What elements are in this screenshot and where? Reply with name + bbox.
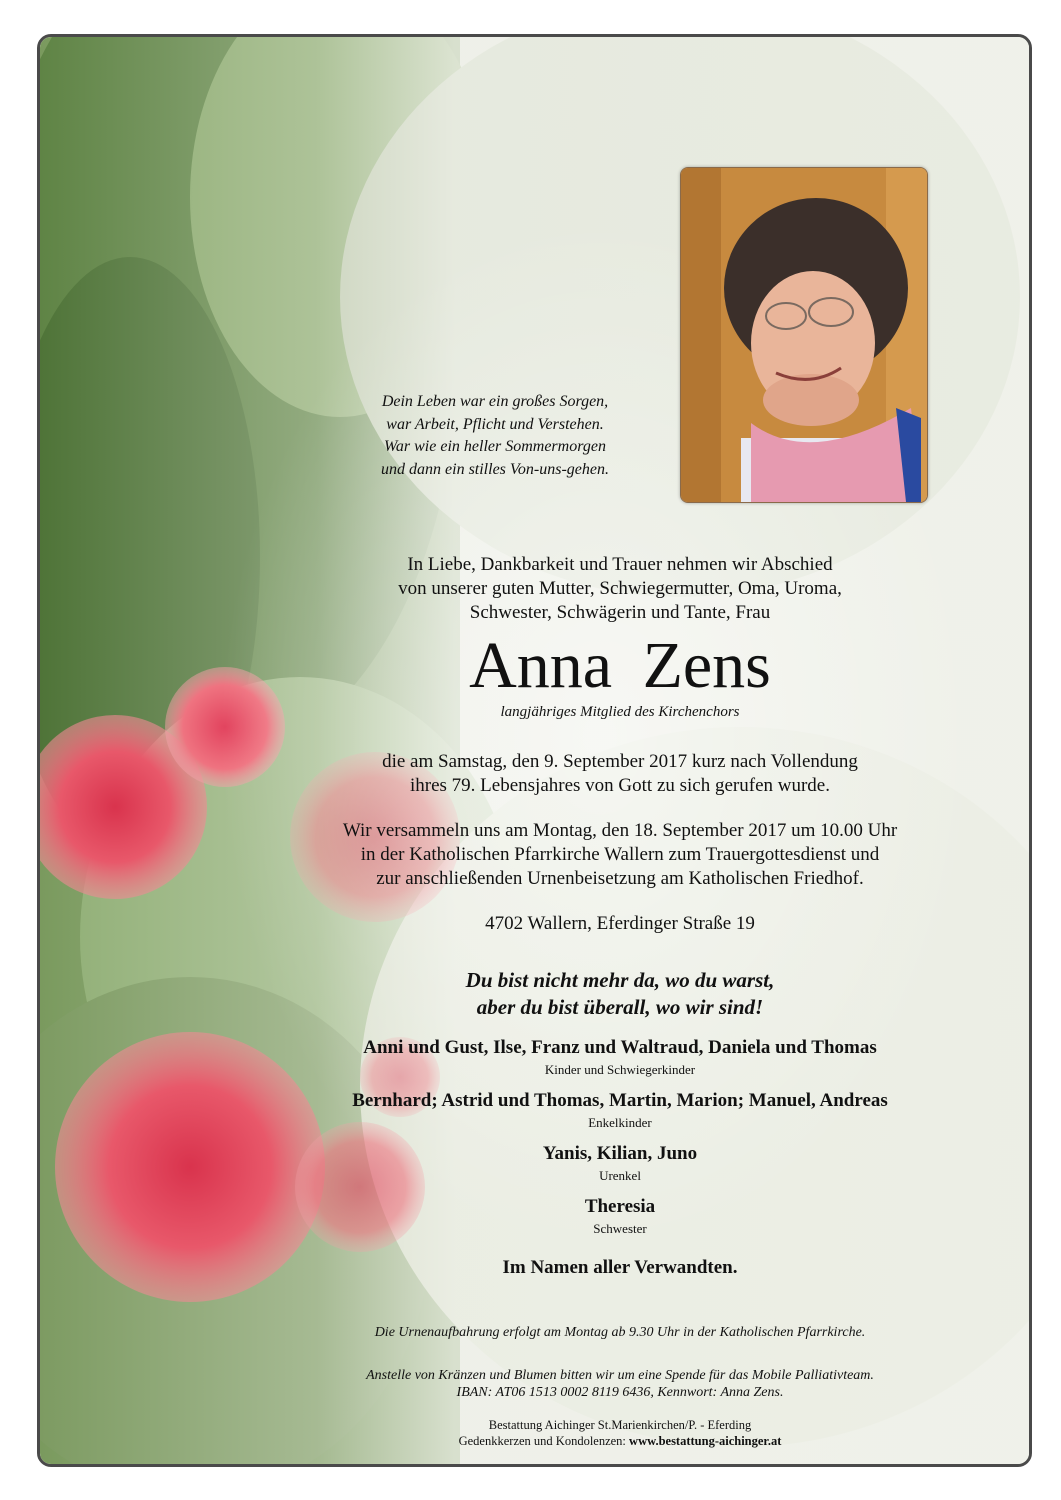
funeral-line: Wir versammeln uns am Montag, den 18. September 2017 um 10.00 Uhr [342,820,898,841]
mourner-names: Yanis, Kilian, Juno [542,1143,698,1164]
deceased-name: Anna Zens [469,629,771,702]
donation-line: Anstelle von Kränzen und Blumen bitten wir um eine Spende für das Mobile Palliativteam. [366,1368,874,1383]
mourner-names: Anni und Gust, Ilse, Franz und Waltraud, Daniela und Thomas [363,1037,877,1058]
memorial-quote [270,967,970,1021]
closing-line: Im Namen aller Verwandten. [502,1257,738,1278]
intro-line: Schwester, Schwägerin und Tante, Frau [469,602,771,623]
intro-text [270,553,970,625]
funeral-home-name: Bestattung Aichinger St.Marienkirchen/P. - Eferding [488,1418,752,1432]
funeral-home-footer [240,1417,1000,1449]
obituary-card [37,34,1032,1467]
mourner-relation: Schwester [593,1221,647,1236]
intro-line: von unserer guten Mutter, Schwiegermutter, Oma, Uroma, [398,578,842,599]
website-link[interactable]: www.bestattung-aichinger.at [629,1434,782,1448]
condolence-label: Gedenkkerzen und Kondolenzen: [458,1434,630,1448]
poem-line: War wie ein heller Sommermorgen [384,438,606,455]
poem [340,391,650,481]
poem-line: war Arbeit, Pflicht und Verstehen. [386,415,604,433]
mourner-relation: Urenkel [599,1168,641,1183]
poem-line: und dann ein stilles Von-uns-gehen. [381,460,609,478]
funeral-line: zur anschließenden Urnenbeisetzung am Katholischen Friedhof. [376,868,864,889]
mourner-names: Theresia [584,1196,656,1217]
death-line: die am Samstag, den 9. September 2017 kurz nach Vollendung [382,751,858,772]
address: 4702 Wallern, Eferdinger Straße 19 [485,913,755,934]
donation-notice [240,1367,1000,1401]
quote-line: Du bist nicht mehr da, wo du warst, [465,968,775,992]
quote-line: aber du bist überall, wo wir sind! [476,995,764,1019]
funeral-notice [240,819,1000,891]
death-notice [240,750,1000,798]
poem-line: Dein Leben war ein großes Sorgen, [381,393,609,410]
donation-line: IBAN: AT06 1513 0002 8119 6436, Kennwort: Anna Zens. [456,1385,784,1400]
intro-line: In Liebe, Dankbarkeit und Trauer nehmen wir Abschied [407,554,833,575]
death-line: ihres 79. Lebensjahres von Gott zu sich gerufen wurde. [410,775,830,796]
mourner-names: Bernhard; Astrid und Thomas, Martin, Marion; Manuel, Andreas [352,1090,888,1111]
mourner-relation: Enkelkinder [588,1115,652,1130]
deceased-subtitle: langjähriges Mitglied des Kirchenchors [500,704,740,720]
condolence-line [240,1433,1000,1449]
mourner-relation: Kinder und Schwiegerkinder [544,1062,696,1077]
viewing-notice: Die Urnenaufbahrung erfolgt am Montag ab 9.30 Uhr in der Katholischen Pfarrkirche. [374,1325,866,1340]
portrait-photo [680,167,928,503]
funeral-line: in der Katholischen Pfarrkirche Wallern zum Trauergottesdienst und [360,844,880,865]
